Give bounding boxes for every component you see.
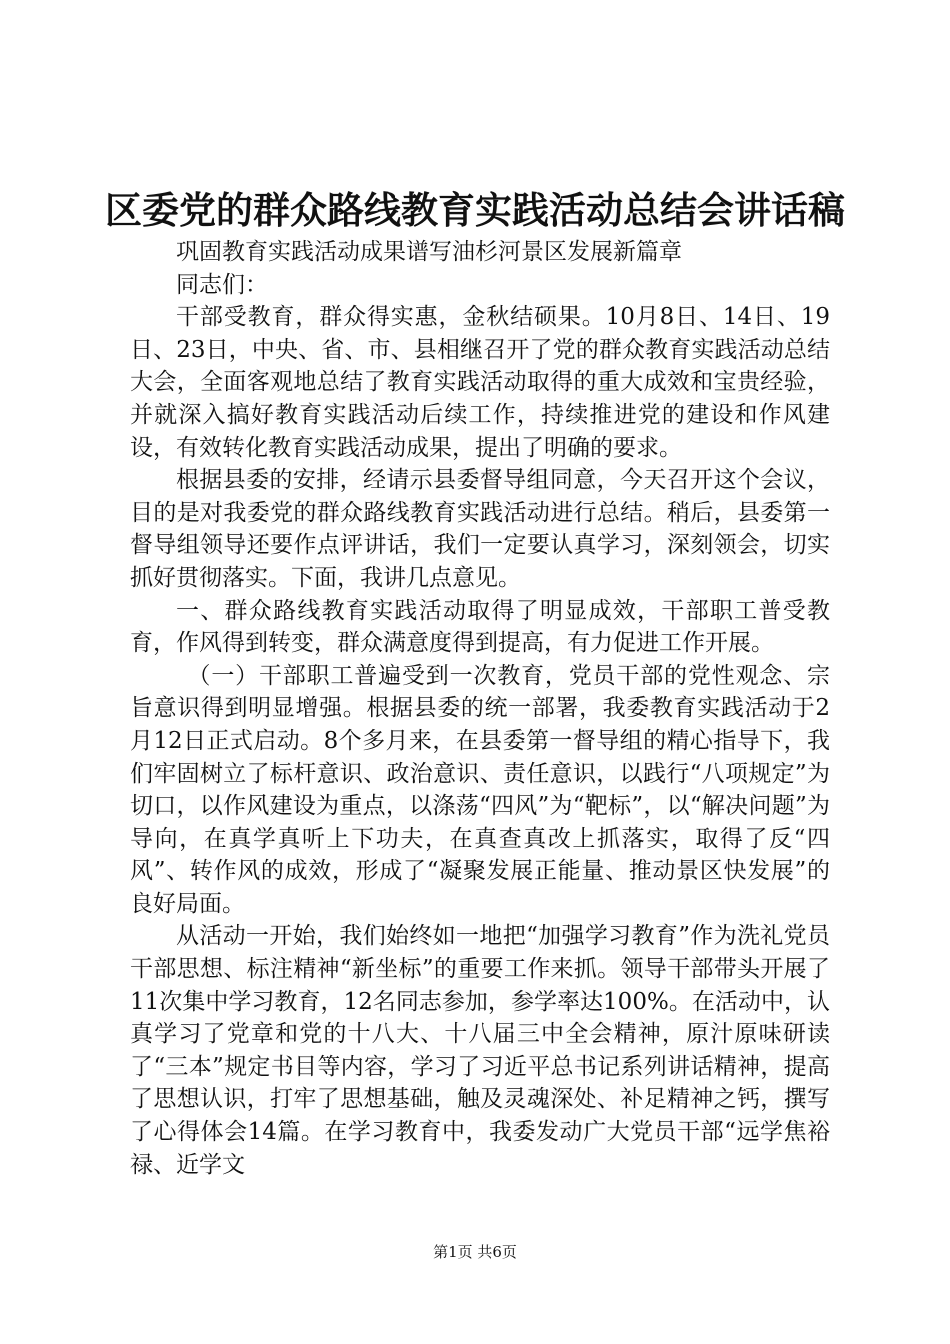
body-paragraph: 根据县委的安排，经请示县委督导组同意，今天召开这个会议，目的是对我委党的群众路线教育实践活动进行总结。稍后，县委第一督导组领导还要作点评讲话，我们一定要认真学习，深刻领会，切实抓好贯彻落实。下面，我讲几点意见。 bbox=[130, 467, 830, 591]
subsection-paragraph: （一）干部职工普遍受到一次教育，党员干部的党性观念、宗旨意识得到明显增强。根据县委的统一部署，我委教育实践活动于2月12日正式启动。8个多月来，在县委第一督导组的精心指导下，我们牢固树立了标杆意识、政治意识、责任意识，以践行“八项规定”为切口，以作风建设为重点，以涤荡“四风”为“靶标”，以“解决问题”为导向，在真学真听上下功夫，在真查真改上抓落实，取得了反“四风”、转作风的成效，形成了“凝聚发展正能量、推动景区快发展”的良好局面。 bbox=[130, 662, 830, 917]
salutation: 同志们： bbox=[176, 271, 268, 298]
document-title: 区委党的群众路线教育实践活动总结会讲话稿 bbox=[105, 188, 845, 232]
section-heading: 一、群众路线教育实践活动取得了明显成效，干部职工普受教育，作风得到转变，群众满意度得到提高，有力促进工作开展。 bbox=[130, 597, 830, 657]
body-paragraph: 干部受教育，群众得实惠，金秋结硕果。10月8日、14日、19日、23日，中央、省、市、县相继召开了党的群众教育实践活动总结大会，全面客观地总结了教育实践活动取得的重大成效和宝贵经验，并就深入搞好教育实践活动后续工作，持续推进党的建设和作风建设，有效转化教育实践活动成果，提出了明确的要求。 bbox=[130, 304, 830, 461]
document-body bbox=[130, 236, 830, 1181]
subtitle-line: 巩固教育实践活动成果谱写油杉河景区发展新篇章 bbox=[176, 239, 682, 265]
body-paragraph: 从活动一开始，我们始终如一地把“加强学习教育”作为洗礼党员干部思想、标注精神“新坐标”的重要工作来抓。领导干部带头开展了11次集中学习教育，12名同志参加，参学率达100%。在活动中，认真学习了党章和党的十八大、十八届三中全会精神，原汁原味研读了“三本”规定书目等内容，学习了习近平总书记系列讲话精神，提高了思想认识，打牢了思想基础，触及灵魂深处、补足精神之钙，撰写了心得体会14篇。在学习教育中，我委发动广大党员干部“远学焦裕禄、近学文 bbox=[130, 923, 830, 1178]
page-number-footer: 第1页 共6页 bbox=[433, 1243, 517, 1261]
